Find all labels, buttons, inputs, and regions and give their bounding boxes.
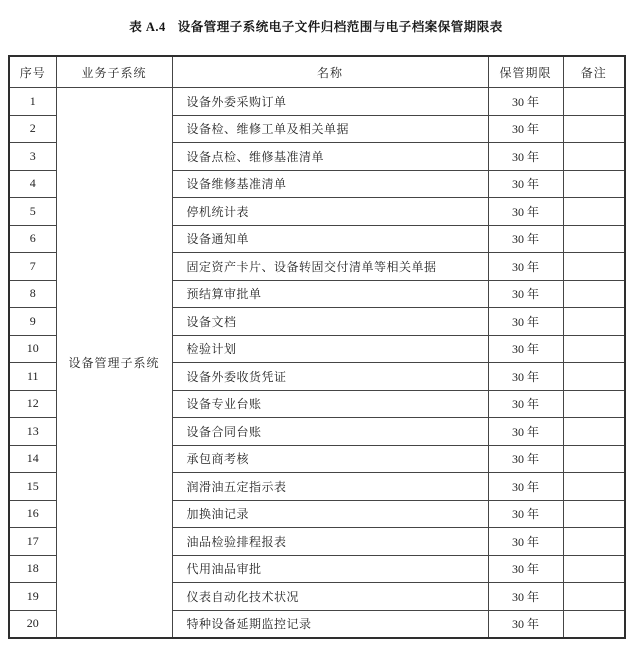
note-cell: [563, 583, 625, 611]
document-name-cell: 预结算审批单: [172, 280, 488, 308]
document-name-cell: 停机统计表: [172, 198, 488, 226]
row-number-cell: 16: [9, 500, 56, 528]
document-name-cell: 加换油记录: [172, 500, 488, 528]
note-cell: [563, 363, 625, 391]
document-name-cell: 设备通知单: [172, 225, 488, 253]
row-number-cell: 14: [9, 445, 56, 473]
row-number-cell: 20: [9, 610, 56, 638]
retention-period-cell: 30 年: [488, 363, 563, 391]
row-number-cell: 3: [9, 143, 56, 171]
col-header-index: 序号: [9, 56, 56, 88]
retention-period-cell: 30 年: [488, 198, 563, 226]
retention-period-cell: 30 年: [488, 335, 563, 363]
subsystem-merged-cell: 设备管理子系统: [56, 88, 172, 639]
row-number-cell: 4: [9, 170, 56, 198]
note-cell: [563, 418, 625, 446]
note-cell: [563, 198, 625, 226]
document-name-cell: 仪表自动化技术状况: [172, 583, 488, 611]
retention-period-cell: 30 年: [488, 308, 563, 336]
document-name-cell: 特种设备延期监控记录: [172, 610, 488, 638]
table-row: [9, 88, 625, 116]
note-cell: [563, 528, 625, 556]
row-number-cell: 17: [9, 528, 56, 556]
document-name-cell: 代用油品审批: [172, 555, 488, 583]
note-cell: [563, 115, 625, 143]
retention-period-cell: 30 年: [488, 88, 563, 116]
table-title-text: 设备管理子系统电子文件归档范围与电子档案保管期限表: [177, 20, 503, 34]
row-number-cell: 6: [9, 225, 56, 253]
note-cell: [563, 170, 625, 198]
row-number-cell: 13: [9, 418, 56, 446]
row-number-cell: 5: [9, 198, 56, 226]
note-cell: [563, 88, 625, 116]
retention-period-cell: 30 年: [488, 280, 563, 308]
note-cell: [563, 308, 625, 336]
table-caption: [0, 0, 632, 34]
row-number-cell: 7: [9, 253, 56, 281]
retention-period-cell: 30 年: [488, 390, 563, 418]
retention-period-cell: 30 年: [488, 528, 563, 556]
document-name-cell: 设备外委采购订单: [172, 88, 488, 116]
retention-period-cell: 30 年: [488, 583, 563, 611]
row-number-cell: 12: [9, 390, 56, 418]
retention-period-cell: 30 年: [488, 473, 563, 501]
col-header-note: 备注: [563, 56, 625, 88]
note-cell: [563, 280, 625, 308]
document-name-cell: 设备检、维修工单及相关单据: [172, 115, 488, 143]
row-number-cell: 10: [9, 335, 56, 363]
row-number-cell: 9: [9, 308, 56, 336]
note-cell: [563, 143, 625, 171]
row-number-cell: 15: [9, 473, 56, 501]
row-number-cell: 11: [9, 363, 56, 391]
col-header-name: 名称: [172, 56, 488, 88]
document-name-cell: 设备外委收货凭证: [172, 363, 488, 391]
document-name-cell: 设备文档: [172, 308, 488, 336]
document-name-cell: 设备合同台账: [172, 418, 488, 446]
document-name-cell: 检验计划: [172, 335, 488, 363]
retention-period-cell: 30 年: [488, 253, 563, 281]
note-cell: [563, 253, 625, 281]
table-number: 表 A.4: [129, 20, 166, 34]
retention-period-cell: 30 年: [488, 555, 563, 583]
note-cell: [563, 500, 625, 528]
document-name-cell: 固定资产卡片、设备转固交付清单等相关单据: [172, 253, 488, 281]
retention-period-cell: 30 年: [488, 610, 563, 638]
note-cell: [563, 335, 625, 363]
document-name-cell: 润滑油五定指示表: [172, 473, 488, 501]
row-number-cell: 8: [9, 280, 56, 308]
note-cell: [563, 390, 625, 418]
retention-period-cell: 30 年: [488, 143, 563, 171]
document-name-cell: 设备专业台账: [172, 390, 488, 418]
header-row: [9, 56, 625, 88]
retention-period-cell: 30 年: [488, 445, 563, 473]
retention-period-cell: 30 年: [488, 170, 563, 198]
row-number-cell: 1: [9, 88, 56, 116]
document-name-cell: 设备点检、维修基准清单: [172, 143, 488, 171]
retention-period-cell: 30 年: [488, 418, 563, 446]
row-number-cell: 19: [9, 583, 56, 611]
col-header-subsystem: 业务子系统: [56, 56, 172, 88]
archive-table: [8, 55, 626, 639]
note-cell: [563, 445, 625, 473]
table-body: [9, 88, 625, 639]
retention-period-cell: 30 年: [488, 115, 563, 143]
note-cell: [563, 555, 625, 583]
document-name-cell: 设备维修基准清单: [172, 170, 488, 198]
note-cell: [563, 610, 625, 638]
retention-period-cell: 30 年: [488, 225, 563, 253]
note-cell: [563, 225, 625, 253]
row-number-cell: 2: [9, 115, 56, 143]
col-header-retention: 保管期限: [488, 56, 563, 88]
document-name-cell: 承包商考核: [172, 445, 488, 473]
retention-period-cell: 30 年: [488, 500, 563, 528]
note-cell: [563, 473, 625, 501]
document-name-cell: 油品检验排程报表: [172, 528, 488, 556]
row-number-cell: 18: [9, 555, 56, 583]
